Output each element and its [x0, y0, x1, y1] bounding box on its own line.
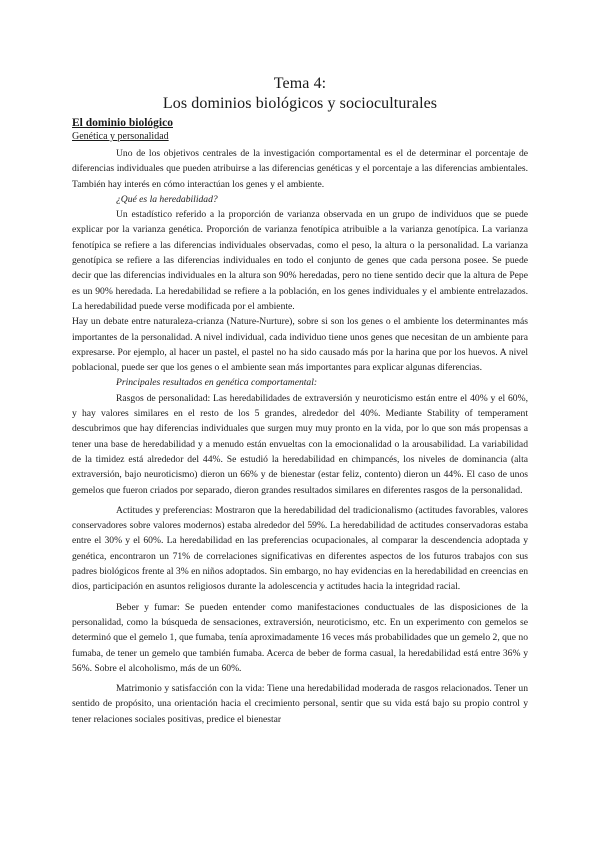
paragraph-beber-fumar: Beber y fumar: Se pueden entender como manifestaciones conductuales de las disposiciones de la personalidad, como la búsqueda de sensaciones, extraversión, neuroticismo, etc. En un experimento con gemelos se determinó que el gemelo 1, que fumaba, tenía aproximadamente 16 veces más probabilidades que un gemelo 2, que no fumaba, de tener un gemelo que también fumaba. Acerca de beber de forma casual, la heredabilidad está entre 36% y 56%. Sobre el alcoholismo, más de un 60%.	[72, 601, 528, 674]
subsection-heading: Genética y personalidad	[72, 131, 169, 142]
paragraph-intro: Uno de los objetivos centrales de la investigación comportamental es el de determinar el porcentaje de diferencias individuales que pueden atribuirse a las diferencias genéticas y el porcentaje a las diferencias ambientales. También hay interés en cómo interactúan los genes y el ambiente.	[72, 148, 528, 190]
paragraph-heredabilidad: Un estadístico referido a la proporción de varianza observada en un grupo de individuos que se puede explicar por la varianza genética. Proporción de varianza fenotípica atribuible a la varianza genotípica. La varianza fenotípica se refiere a las diferencias individuales observadas, como el peso, la altura o la personalidad. La varianza genotípica se refiere a las diferencias individuales en todo el conjunto de genes que cada persona posee. Se puede decir que las diferencias individuales en la altura son 90% heredadas, pero no tiene sentido decir que la altura de Pepe es un 90% heredada. La heredabilidad se refiere a la población, en los genes individuales y el ambiente entrelazados. La heredabilidad puede verse modificada por el ambiente.	[72, 209, 528, 312]
question-heading-resultados: Principales resultados en genética comportamental:	[116, 377, 318, 389]
section-heading: El dominio biológico	[72, 117, 173, 129]
paragraph-nature-nurture: Hay un debate entre naturaleza-crianza (Nature-Nurture), sobre si son los genes o el ambiente los determinantes más importantes de la personalidad. A nivel individual, cada individuo tiene unos genes que necesitan de un ambiente para expresarse. Por ejemplo, al hacer un pastel, el pastel no ha sido causado más por la harina que por los huevos. A nivel poblacional, puede ser que los genes o el ambiente sean más importantes para explicar algunas diferencias.	[72, 316, 528, 374]
paragraph-matrimonio: Matrimonio y satisfacción con la vida: Tiene una heredabilidad moderada de rasgos relacionados. Tener un sentido de propósito, una orientación hacia el crecimiento personal, sentir que su vida está bajo su propio control y tener relaciones sociales positivas, predice el bienestar	[72, 683, 528, 725]
page-title-line1: Tema 4:	[273, 75, 327, 92]
paragraph-actitudes: Actitudes y preferencias: Mostraron que la heredabilidad del tradicionalismo (actitudes favorables, valores conservadores sobre valores modernos) estaba alrededor del 59%. La heredabilidad de actitudes conservadoras estaba entre el 30% y el 60%. La heredabilidad en las preferencias ocupacionales, al comparar la descendencia adoptada y genética, encontraron un 71% de correlaciones significativas en diferentes aspectos de los futuros trabajos con sus padres biológicos frente al 3% en niños adoptados. Sin embargo, no hay evidencias en la heredabilidad en creencias en dios, participación en asuntos religiosos durante la adolescencia y actitudes hacia la integridad racial.	[72, 504, 528, 593]
document-body	[72, 146, 528, 727]
page-title-line2: Los dominios biológicos y socioculturales	[162, 95, 438, 112]
paragraph-rasgos: Rasgos de personalidad: Las heredabilidades de extraversión y neuroticismo están entre el 40% y el 60%, y hay valores similares en el resto de los 5 grandes, alrededor del 40%. Mediante Stability of temperament descubrimos que hay diferencias individuales que surgen muy muy pronto en la vida, por lo que son más propensas a tener una base de heredabilidad y a menudo están envueltas con la emocionalidad o la arousabilidad. La variabilidad de la timidez está alrededor del 44%. Se estudió la heredabilidad en chimpancés, los niveles de dominancia (alta extraversión, bajo neuroticismo) dieron un 66% y de bienestar (estar feliz, contento) dieron un 44%. El caso de unos gemelos que fueron criados por separado, dieron grandes resultados similares en diferentes rasgos de la personalidad.	[72, 392, 528, 496]
question-heading-heredabilidad: ¿Qué es la heredabilidad?	[116, 193, 218, 205]
